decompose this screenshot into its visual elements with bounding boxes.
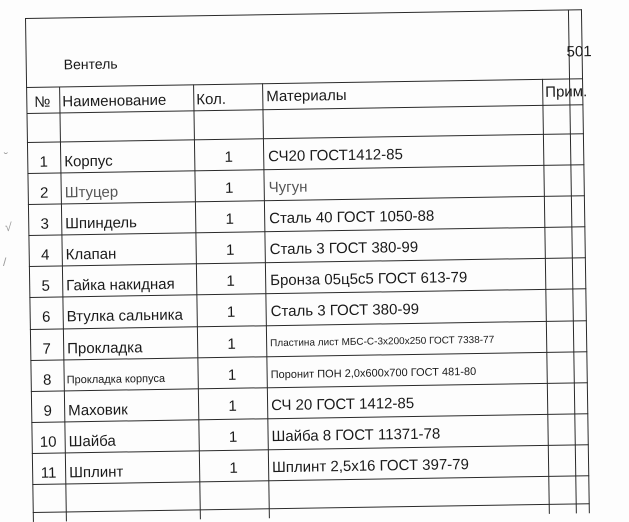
row-qty: 1 xyxy=(225,210,234,228)
margin-mark: ˘ xyxy=(4,150,8,164)
row-name: Втулка сальника xyxy=(66,306,184,326)
row-name: Шайба xyxy=(68,432,116,451)
row-num: 2 xyxy=(39,184,49,202)
header-divider-top xyxy=(26,78,583,88)
row-material: Сталь 40 ГОСТ 1050-88 xyxy=(269,207,435,228)
row-num: 5 xyxy=(41,277,51,295)
row-num: 6 xyxy=(41,308,51,326)
row-num: 1 xyxy=(39,153,49,171)
row-num: 7 xyxy=(42,340,52,358)
row-divider xyxy=(27,133,584,143)
document-number: 501 xyxy=(566,43,592,61)
header-num: № xyxy=(34,93,51,111)
row-name: Прокладка корпуса xyxy=(66,372,166,387)
row-qty: 1 xyxy=(224,179,234,197)
row-qty: 1 xyxy=(225,241,235,259)
row-num: 10 xyxy=(39,433,57,451)
row-num: 4 xyxy=(40,246,50,264)
document-title: Вентель xyxy=(63,55,118,73)
row-material: Сталь 3 ГОСТ 380-99 xyxy=(270,300,420,321)
column-divider xyxy=(59,86,67,521)
row-qty: 1 xyxy=(228,428,238,446)
row-name: Прокладка xyxy=(67,339,143,358)
column-divider xyxy=(542,79,550,514)
row-num: 11 xyxy=(40,464,57,482)
row-name: Клапан xyxy=(65,245,117,264)
row-material: СЧ20 ГОСТ1412-85 xyxy=(268,146,404,166)
row-qty: 1 xyxy=(227,335,236,353)
row-name: Шплинт xyxy=(69,463,124,482)
row-qty: 1 xyxy=(226,303,236,321)
header-qty: Кол. xyxy=(196,90,227,109)
row-material: Сталь 3 ГОСТ 380-99 xyxy=(269,238,419,259)
table-border-top xyxy=(25,9,582,19)
row-num: 3 xyxy=(40,215,50,233)
row-name: Штуцер xyxy=(64,183,119,202)
row-qty: 1 xyxy=(224,148,234,166)
row-num: 8 xyxy=(42,371,52,389)
row-material: Шплинт 2,5x16 ГОСТ 397-79 xyxy=(271,456,470,477)
row-material: Бронза 05ц5с5 ГОСТ 613-79 xyxy=(270,269,468,290)
row-num: 9 xyxy=(43,402,52,420)
row-qty: 1 xyxy=(227,366,237,384)
row-material: Чугун xyxy=(268,178,308,197)
row-material: СЧ 20 ГОСТ 1412-85 xyxy=(270,394,415,415)
row-name: Гайка накидная xyxy=(66,275,175,295)
row-name: Корпус xyxy=(64,152,113,171)
row-qty: 1 xyxy=(226,272,235,290)
row-qty: 1 xyxy=(228,397,237,415)
row-divider xyxy=(33,503,590,513)
header-name: Наименование xyxy=(62,91,167,111)
row-name: Шпиндель xyxy=(65,214,138,233)
margin-mark: √ xyxy=(5,220,12,234)
row-material: Шайба 8 ГОСТ 11371-78 xyxy=(271,425,441,446)
row-qty: 1 xyxy=(229,459,238,477)
header-material: Материалы xyxy=(266,86,347,106)
row-material: Пластина лист МБС-С-3x200x250 ГОСТ 7338-77 xyxy=(270,334,495,350)
header-note: Прим. xyxy=(545,83,588,101)
row-material: Поронит ПОН 2,0x600x700 ГОСТ 481-80 xyxy=(270,365,477,382)
row-name: Маховик xyxy=(68,401,128,420)
margin-mark: / xyxy=(3,255,7,269)
